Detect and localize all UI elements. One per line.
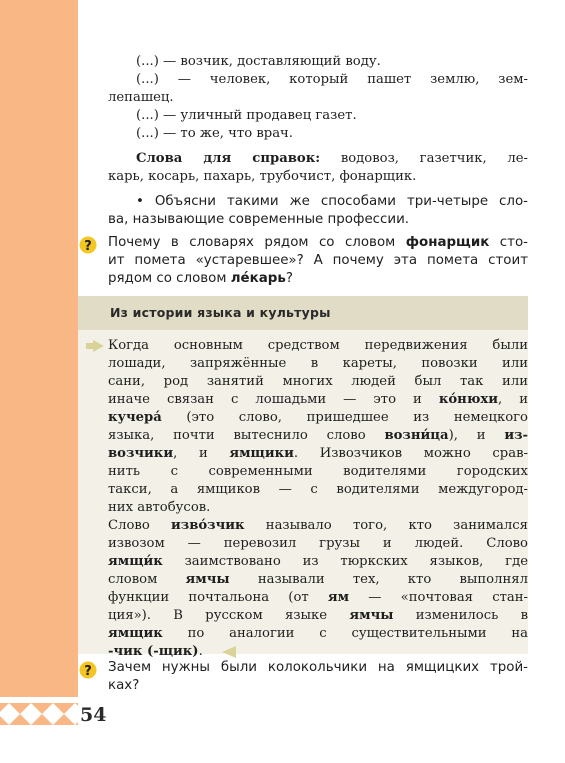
task-text-cont: ва, называющие современные профессии. [108, 212, 410, 227]
definition-ploughman-cont: лепашец. [108, 90, 174, 105]
question-two: Зачем нужны были колокольчики на ямщицких трой- [108, 660, 528, 675]
history-line: Когда основным средством передвижения были [108, 338, 528, 353]
history-line: извозом — перевозил грузы и людей. Слово [108, 536, 528, 551]
history-line: Слово изво́зчик называло того, кто занимался [108, 518, 528, 533]
question-icon [79, 661, 97, 679]
hint-words-cont: карь, косарь, пахарь, трубочист, фонарщик. [108, 169, 417, 184]
question-one-cont: ит помета «устаревшее»? А почему эта помета стоит [108, 253, 528, 268]
history-line: функции почтальона (от ям — «почтовая стан- [108, 590, 528, 605]
history-line: возчики, и ямщики. Извозчиков можно срав- [108, 446, 528, 461]
history-line: кучера́ (это слово, пришедшее из немецкого [108, 410, 528, 425]
definition-newspaper-seller: (...) — уличный продавец газет. [136, 108, 357, 123]
hint-words: Слова для справок: водовоз, газетчик, ле- [136, 151, 529, 166]
history-line: лошади, запряжённые в кареты, повозки или [108, 356, 528, 371]
history-line: словом ямчы называли тех, кто выполнял [108, 572, 528, 587]
history-line: ция»). В русском языке ямчы изменилось в [108, 608, 528, 623]
history-line: языка, почти вытеснило слово возни́ца), и из- [108, 428, 528, 443]
diamond-ornament-icon [0, 703, 78, 725]
question-one: Почему в словарях рядом со словом фонарщик сто- [108, 235, 528, 250]
history-line: них автобусов. [108, 500, 211, 515]
history-line: иначе связан с лошадьми — это и ко́нюхи, и [108, 392, 528, 407]
history-line: ямщи́к заимствовано из тюркских языков, где [108, 554, 528, 569]
history-line: нить с современными водителями городских [108, 464, 528, 479]
question-two-cont: ках? [108, 678, 140, 693]
question-one-end: рядом со словом ле́карь? [108, 271, 293, 286]
history-line: ямщик по аналогии с существительными на [108, 626, 528, 641]
history-line: сани, род занятий многих людей был так или [108, 374, 528, 389]
svg-text:?: ? [84, 239, 92, 254]
svg-text:?: ? [84, 664, 92, 679]
arrow-left-icon [222, 646, 236, 658]
left-margin-strip [0, 0, 78, 763]
definition-doctor: (...) — то же, что врач. [136, 126, 293, 141]
arrow-right-icon [86, 340, 104, 352]
page-number: 54 [80, 704, 107, 726]
history-line: -чик (-щик). [108, 644, 203, 659]
task-text: • Объясни такими же способами три-четыре сло- [136, 194, 528, 209]
definition-ploughman: (...) — человек, который пашет землю, зем- [136, 72, 528, 87]
history-line: такси, а ямщиков — с водителями междугород- [108, 482, 528, 497]
question-icon [79, 236, 97, 254]
definition-water-carrier: (...) — возчик, доставляющий воду. [136, 54, 381, 69]
history-box-title: Из истории языка и культуры [110, 305, 331, 320]
